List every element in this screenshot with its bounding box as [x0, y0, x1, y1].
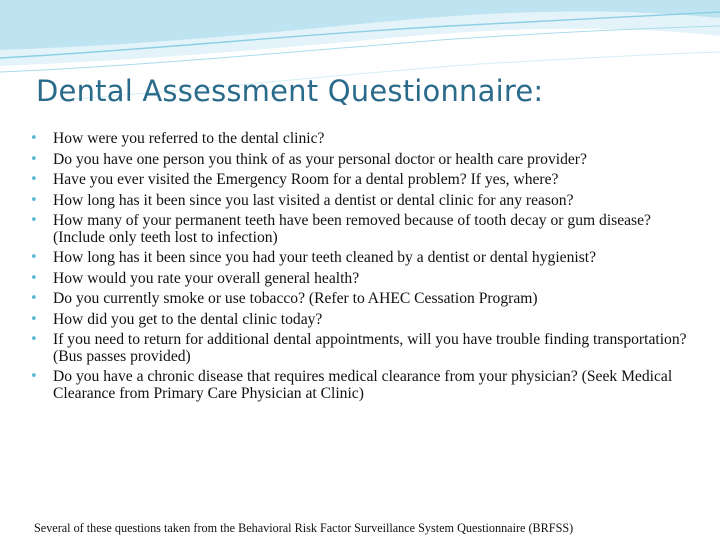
slide-title: Dental Assessment Questionnaire: — [36, 74, 544, 108]
question-item — [30, 291, 702, 308]
bullet-icon: • — [30, 332, 38, 347]
question-item — [30, 193, 702, 210]
question-item — [30, 369, 702, 402]
question-item — [30, 172, 702, 189]
question-item — [30, 332, 702, 365]
bullet-icon: • — [30, 369, 38, 384]
question-text: Do you currently smoke or use tobacco? (Refer to AHEC Cessation Program) — [53, 290, 538, 307]
question-text: Do you have a chronic disease that requires medical clearance from your physician? (Seek Medical Clearance from Primary Care Physician at Clinic) — [53, 368, 673, 402]
question-item — [30, 152, 702, 169]
bullet-icon: • — [30, 311, 38, 327]
question-text: How did you get to the dental clinic today? — [53, 310, 323, 328]
bullet-icon: • — [30, 270, 38, 286]
question-text: How were you referred to the dental clinic? — [53, 130, 325, 147]
bullet-icon: • — [30, 172, 38, 187]
question-item — [30, 271, 702, 288]
question-text: Have you ever visited the Emergency Room for a dental problem? If yes, where? — [53, 171, 559, 188]
question-text: How many of your permanent teeth have been removed because of tooth decay or gum disease? (Include only teeth lost to infection) — [53, 212, 651, 246]
question-item — [30, 250, 702, 267]
question-text: How long has it been since you last visited a dentist or dental clinic for any reason? — [53, 191, 574, 209]
bullet-icon: • — [30, 131, 38, 146]
question-item — [30, 131, 702, 148]
question-text: Do you have one person you think of as your personal doctor or health care provider? — [53, 150, 587, 168]
question-list — [30, 131, 702, 406]
question-item — [30, 312, 702, 329]
question-text: How long has it been since you had your teeth cleaned by a dentist or dental hygienist? — [53, 249, 597, 266]
bullet-icon: • — [30, 250, 38, 265]
bullet-icon: • — [30, 192, 38, 208]
bullet-icon: • — [30, 291, 38, 306]
bullet-icon: • — [30, 213, 38, 228]
question-text: If you need to return for additional dental appointments, will you have trouble finding transportation? (Bus passes provided) — [53, 331, 687, 365]
question-item — [30, 213, 702, 246]
question-text: How would you rate your overall general health? — [53, 269, 360, 287]
bullet-icon: • — [30, 151, 38, 167]
source-footnote: Several of these questions taken from the Behavioral Risk Factor Surveillance System Questionnaire (BRFSS) — [34, 521, 574, 535]
